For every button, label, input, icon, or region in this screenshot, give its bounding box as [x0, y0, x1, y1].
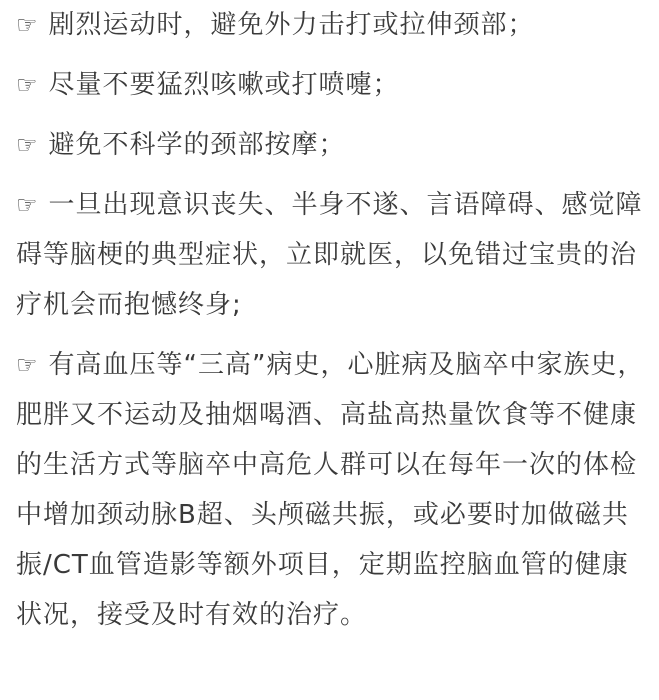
list-item-text: 避免不科学的颈部按摩；	[48, 130, 346, 160]
pointing-hand-icon: ☞	[16, 351, 39, 379]
pointing-hand-icon: ☞	[16, 131, 39, 159]
list-item-text: 有高血压等“三高”病史，心脏病及脑卒中家族史，肥胖又不运动及抽烟喝酒、高盐高热量饮食等不健康的生活方式等脑卒中高危人群可以在每年一次的体检中增加颈动脉B超、头颅磁共振，或必要时加做磁共振/CT血管造影等额外项目，定期监控脑血管的健康状况，接受及时有效的治疗。	[16, 350, 645, 630]
list-item	[16, 0, 648, 50]
list-item	[16, 120, 648, 170]
pointing-hand-icon: ☞	[16, 71, 39, 99]
list-item-text: 一旦出现意识丧失、半身不遂、言语障碍、感觉障碍等脑梗的典型症状，立即就医，以免错过宝贵的治疗机会而抱憾终身;	[16, 190, 643, 320]
list-item-text: 剧烈运动时，避免外力击打或拉伸颈部；	[48, 10, 535, 40]
list-item-text: 尽量不要猛烈咳嗽或打喷嚏；	[48, 70, 400, 100]
list-item	[16, 340, 648, 640]
pointing-hand-icon: ☞	[16, 11, 39, 39]
article-body	[16, 0, 648, 640]
pointing-hand-icon: ☞	[16, 191, 39, 219]
list-item	[16, 180, 648, 330]
list-item	[16, 60, 648, 110]
